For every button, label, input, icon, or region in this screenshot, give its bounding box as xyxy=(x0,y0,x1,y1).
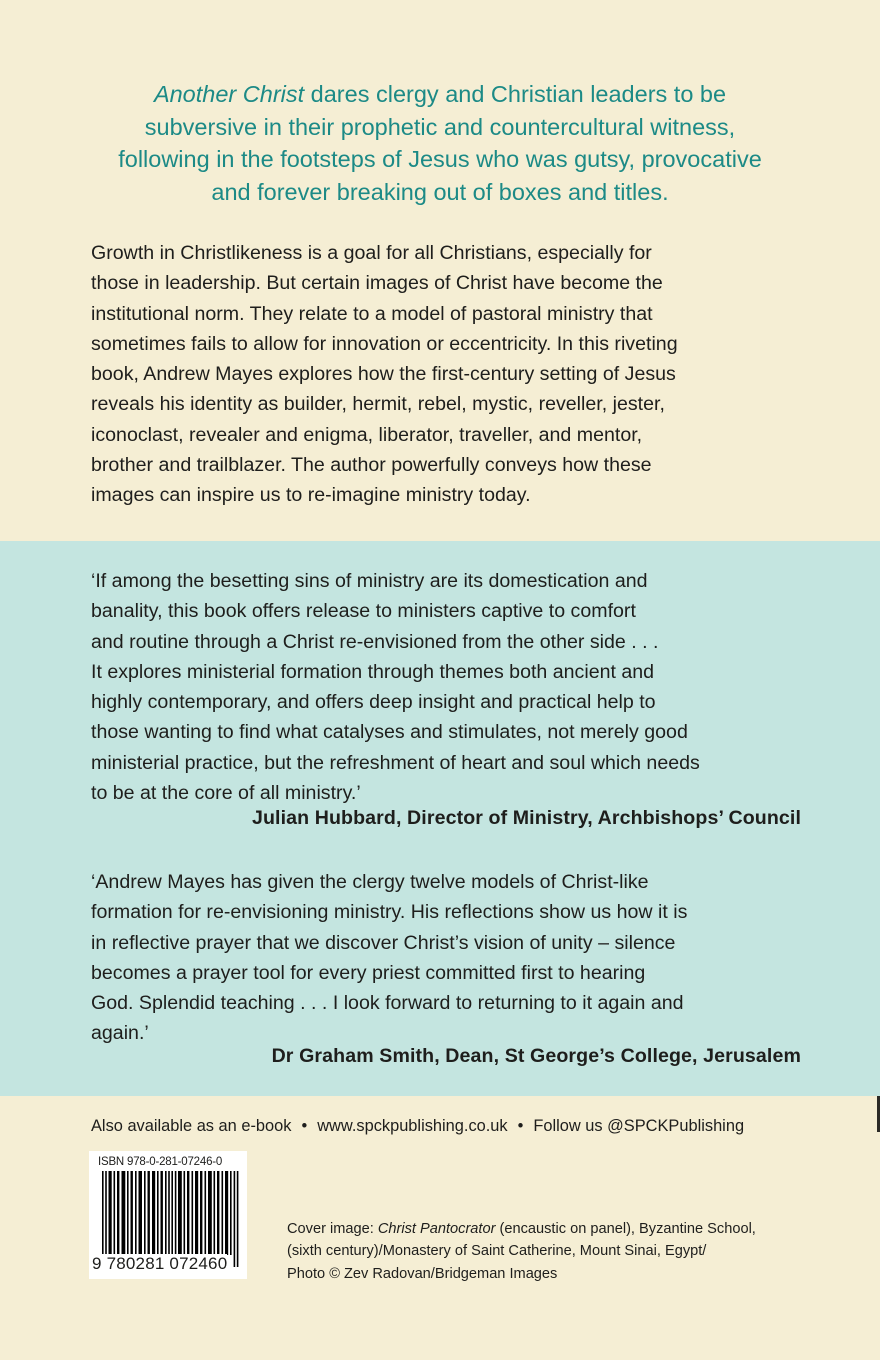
endorsement-attribution-2: Dr Graham Smith, Dean, St George’s College, Jerusalem xyxy=(271,1045,801,1067)
bullet-separator: • xyxy=(517,1117,524,1135)
barcode-icon xyxy=(102,1171,240,1267)
book-description: Growth in Christlikeness is a goal for all Christians, especially for those in leadership. But certain images of Christ have become the institutional norm. They relate to a model of pastoral ministry that sometimes fails to allow for innovation or eccentricity. In this riveting book, Andrew Mayes explores how the first-century setting of Jesus reveals his identity as builder, hermit, rebel, mystic, reveller, jester, iconoclast, revealer and enigma, liberator, traveller, and mentor, brother and trailblazer. The author powerfully conveys how these images can inspire us to re-imagine ministry today. xyxy=(91,242,678,507)
isbn-barcode xyxy=(89,1151,247,1279)
publisher-info-line xyxy=(91,1117,744,1136)
barcode-digits: 9 780281 072460 xyxy=(92,1254,228,1273)
lead-tagline: Another Christ dares clergy and Christian leaders to be subversive in their prophetic and countercultural witness, following in the footsteps of Jesus who was gutsy, provocative and forever breaking out of boxes and titles. xyxy=(118,81,762,205)
artwork-title: Christ Pantocrator xyxy=(377,1221,496,1237)
ebook-note: Also available as an e-book xyxy=(91,1117,292,1135)
book-title: Another Christ xyxy=(153,81,305,107)
endorsement-quote-1: ‘If among the besetting sins of ministry are its domestication and banality, this book offers release to ministers captive to comfort and routine through a Christ re-envisioned from the other side . . . It explores ministerial formation through themes both ancient and highly contemporary, and offers deep insight and practical help to those wanting to find what catalyses and stimulates, not merely good ministerial practice, but the refreshment of heart and soul which needs to be at the core of all ministry.’ xyxy=(91,570,700,805)
bullet-separator: • xyxy=(301,1117,308,1135)
cover-image-credit: Cover image: Christ Pantocrator (encaustic on panel), Byzantine School, (sixth century)/Monastery of Saint Catherine, Mount Sinai, Egypt/ Photo © Zev Radovan/Bridgeman Images xyxy=(287,1221,756,1282)
endorsement-attribution-1: Julian Hubbard, Director of Ministry, Archbishops’ Council xyxy=(251,807,801,829)
isbn-label: ISBN 978-0-281-07246-0 xyxy=(98,1156,223,1168)
website-link[interactable]: www.spckpublishing.co.uk xyxy=(317,1117,508,1135)
social-handle[interactable]: Follow us @SPCKPublishing xyxy=(533,1117,745,1135)
endorsement-quote-2: ‘Andrew Mayes has given the clergy twelve models of Christ-like formation for re-envisioning ministry. His reflections show us how it is in reflective prayer that we discover Christ’s vision of unity – silence becomes a prayer tool for every priest committed first to hearing God. Splendid teaching . . . I look forward to returning to it again and again.’ xyxy=(91,871,688,1045)
